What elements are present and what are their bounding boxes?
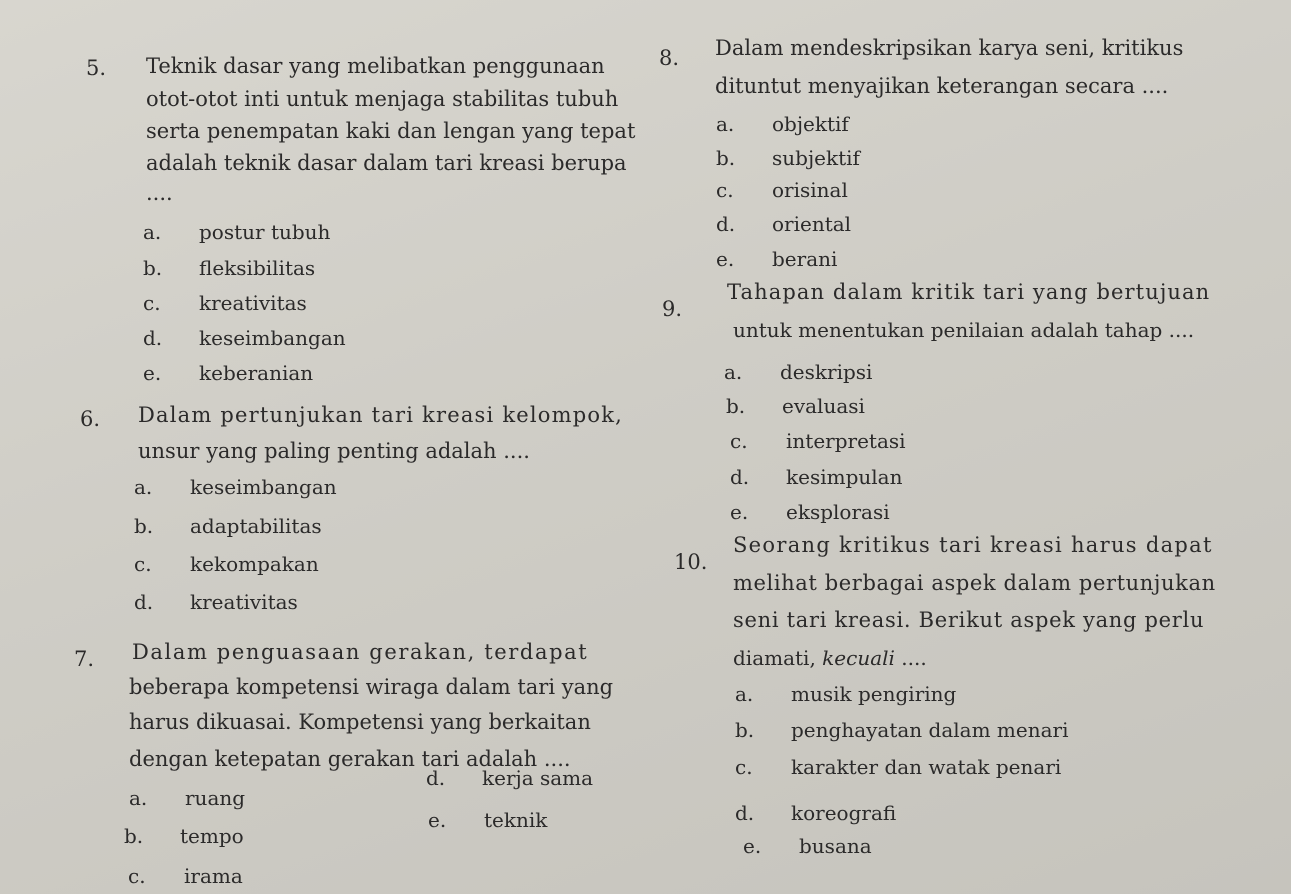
q6-option-d[interactable]: [134, 590, 298, 614]
q9-option-b[interactable]: [726, 394, 865, 418]
option-letter: d.: [716, 212, 736, 236]
q5-option-d[interactable]: [143, 326, 346, 350]
q9-line-1: Tahapan dalam kritik tari yang bertujuan: [727, 280, 1211, 304]
option-letter: a.: [129, 786, 148, 810]
option-letter: a.: [134, 475, 153, 499]
option-text: kreativitas: [190, 590, 298, 614]
option-letter: d.: [143, 326, 163, 350]
option-text: penghayatan dalam menari: [791, 718, 1069, 742]
option-letter: d.: [730, 465, 750, 489]
q8-option-d[interactable]: [716, 212, 851, 236]
option-letter: c.: [143, 291, 161, 315]
q7-line-3: harus dikuasai. Kompetensi yang berkaitan: [129, 710, 591, 734]
q5-line-3: serta penempatan kaki dan lengan yang tepat: [146, 119, 636, 143]
q10-option-d[interactable]: [735, 801, 896, 825]
q5-option-b[interactable]: [143, 256, 315, 280]
q10-line-3: seni tari kreasi. Berikut aspek yang perlu: [733, 608, 1205, 632]
option-text: kesimpulan: [786, 465, 903, 489]
q10-line-4-emphasis: kecuali: [822, 646, 895, 670]
q9-option-e[interactable]: [730, 500, 890, 524]
q9-option-a[interactable]: [724, 360, 872, 384]
option-letter: b.: [143, 256, 163, 280]
q7-option-e[interactable]: [428, 808, 547, 832]
option-letter: c.: [716, 178, 734, 202]
q10-line-2: melihat berbagai aspek dalam pertunjukan: [733, 571, 1216, 595]
option-text: keseimbangan: [199, 326, 346, 350]
q8-line-2: dituntut menyajikan keterangan secara ....: [715, 74, 1169, 98]
option-letter: a.: [735, 682, 754, 706]
option-letter: a.: [724, 360, 743, 384]
option-letter: b.: [735, 718, 755, 742]
q5-line-1: Teknik dasar yang melibatkan penggunaan: [146, 54, 605, 78]
option-text: fleksibilitas: [199, 256, 316, 280]
option-text: oriental: [772, 212, 852, 236]
option-text: keberanian: [199, 361, 314, 385]
q7-option-a[interactable]: [129, 786, 245, 810]
option-text: berani: [772, 247, 838, 271]
q7-option-b[interactable]: [124, 824, 244, 848]
option-text: eksplorasi: [786, 500, 890, 524]
q10-line-4-suffix: ....: [894, 646, 927, 670]
q7-line-4: dengan ketepatan gerakan tari adalah ....: [129, 747, 571, 771]
q7-line-1: Dalam penguasaan gerakan, terdapat: [132, 640, 589, 664]
q6-option-a[interactable]: [134, 475, 337, 499]
q6-option-c[interactable]: [134, 552, 319, 576]
q6-line-1: Dalam pertunjukan tari kreasi kelompok,: [138, 403, 624, 427]
q6-option-b[interactable]: [134, 514, 322, 538]
q5-line-2: otot-otot inti untuk menjaga stabilitas tubuh: [146, 87, 619, 111]
option-text: evaluasi: [782, 394, 865, 418]
option-letter: b.: [726, 394, 746, 418]
option-text: busana: [799, 834, 872, 858]
q8-line-1: Dalam mendeskripsikan karya seni, kritikus: [715, 36, 1184, 60]
option-text: postur tubuh: [199, 220, 331, 244]
q5-option-a[interactable]: [143, 220, 330, 244]
q10-line-4-prefix: diamati,: [733, 646, 823, 670]
option-text: keseimbangan: [190, 475, 337, 499]
option-text: irama: [184, 864, 243, 888]
option-letter: c.: [735, 755, 753, 779]
option-text: koreografi: [791, 801, 897, 825]
q8-number: 8.: [659, 46, 680, 70]
option-letter: c.: [730, 429, 748, 453]
q10-option-b[interactable]: [735, 718, 1068, 742]
option-letter: e.: [730, 500, 749, 524]
option-text: kerja sama: [482, 766, 594, 790]
q10-option-e[interactable]: [743, 834, 872, 858]
q8-option-b[interactable]: [716, 146, 860, 170]
option-text: interpretasi: [786, 429, 906, 453]
option-letter: b.: [134, 514, 154, 538]
q5-option-e[interactable]: [143, 361, 313, 385]
option-text: kreativitas: [199, 291, 307, 315]
q5-option-c[interactable]: [143, 291, 307, 315]
option-letter: a.: [716, 112, 735, 136]
q9-number: 9.: [662, 297, 683, 321]
q8-option-c[interactable]: [716, 178, 848, 202]
option-letter: e.: [716, 247, 735, 271]
q8-option-a[interactable]: [716, 112, 849, 136]
option-letter: a.: [143, 220, 162, 244]
option-letter: e.: [143, 361, 162, 385]
option-letter: b.: [716, 146, 736, 170]
option-text: tempo: [180, 824, 244, 848]
option-letter: b.: [124, 824, 144, 848]
q6-number: 6.: [80, 407, 101, 431]
q5-line-5: ....: [146, 181, 173, 205]
option-text: ruang: [185, 786, 246, 810]
q7-option-c[interactable]: [128, 864, 243, 888]
option-text: subjektif: [772, 146, 860, 170]
option-text: teknik: [484, 808, 548, 832]
q9-option-d[interactable]: [730, 465, 902, 489]
q10-option-c[interactable]: [735, 755, 1061, 779]
option-letter: e.: [743, 834, 762, 858]
q6-line-2: unsur yang paling penting adalah ....: [138, 439, 530, 463]
q5-line-4: adalah teknik dasar dalam tari kreasi berupa: [146, 151, 627, 175]
q10-number: 10.: [674, 550, 708, 574]
option-text: adaptabilitas: [190, 514, 322, 538]
q10-line-1: Seorang kritikus tari kreasi harus dapat: [733, 533, 1213, 557]
q7-option-d[interactable]: [426, 766, 593, 790]
option-text: musik pengiring: [791, 682, 957, 706]
q5-number: 5.: [86, 56, 107, 80]
q8-option-e[interactable]: [716, 247, 837, 271]
option-letter: c.: [128, 864, 146, 888]
option-text: objektif: [772, 112, 849, 136]
q10-line-4: [733, 648, 927, 668]
q7-number: 7.: [74, 647, 95, 671]
option-letter: e.: [428, 808, 447, 832]
option-letter: d.: [134, 590, 154, 614]
q7-line-2: beberapa kompetensi wiraga dalam tari yang: [129, 675, 614, 699]
option-text: kekompakan: [190, 552, 319, 576]
option-letter: d.: [426, 766, 446, 790]
option-letter: d.: [735, 801, 755, 825]
q9-option-c[interactable]: [730, 429, 906, 453]
option-letter: c.: [134, 552, 152, 576]
option-text: deskripsi: [780, 360, 873, 384]
option-text: karakter dan watak penari: [791, 755, 1062, 779]
q10-option-a[interactable]: [735, 682, 956, 706]
q9-line-2: untuk menentukan penilaian adalah tahap ....: [733, 318, 1195, 342]
option-text: orisinal: [772, 178, 848, 202]
